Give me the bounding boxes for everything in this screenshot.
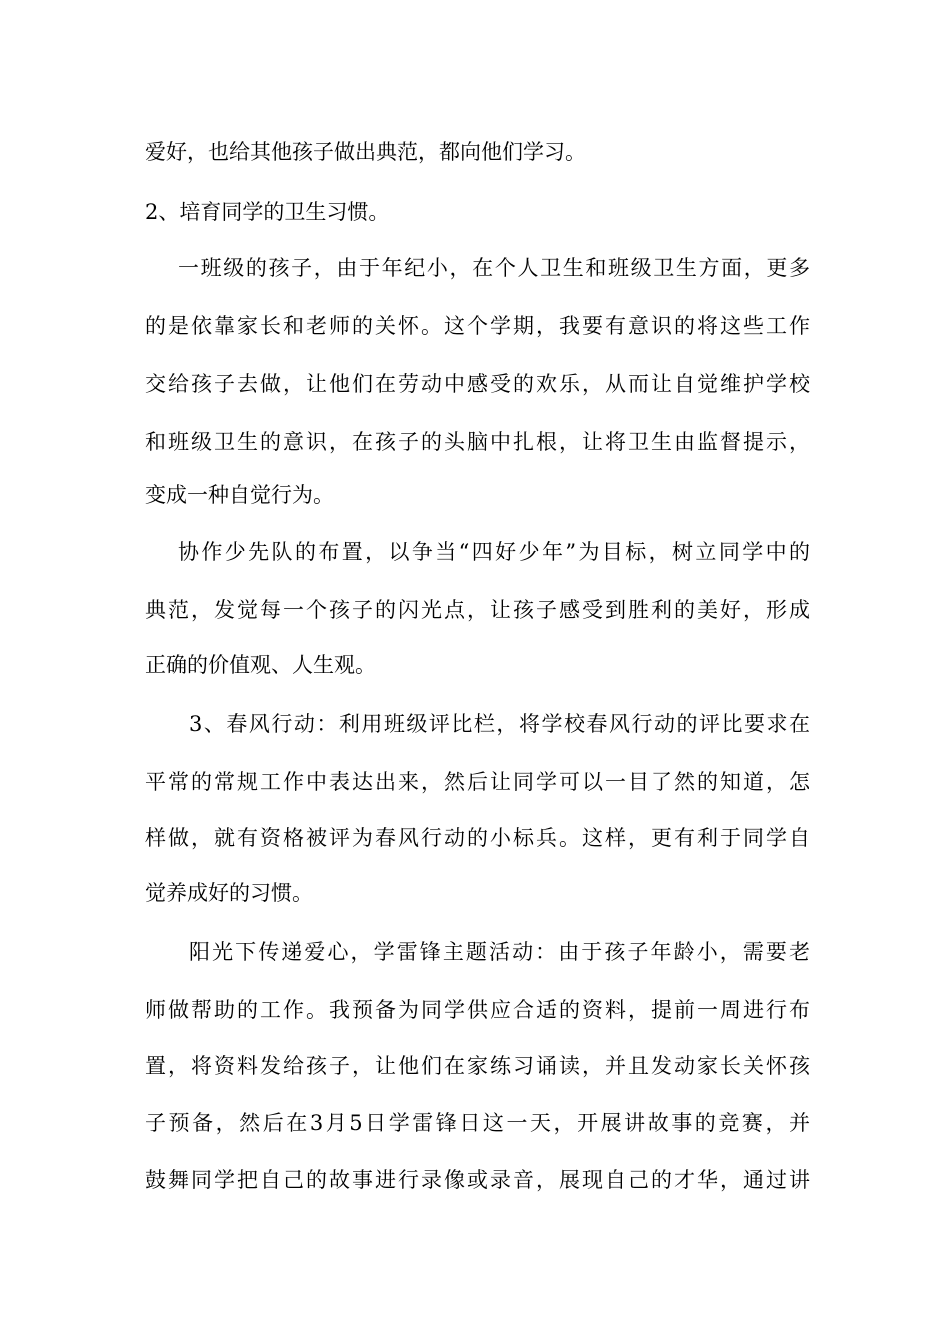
paragraph-line: 正确的价值观、人生观。 (145, 653, 376, 677)
paragraph-line: 阳光下传递爱心，学雷锋主题活动：由于孩子年龄小，需要老 (189, 940, 810, 964)
paragraph-line: 变成一种自觉行为。 (145, 483, 334, 507)
paragraph-line: 协作少先队的布置，以争当“四好少年”为目标，树立同学中的 (178, 540, 810, 564)
paragraph-line: 和班级卫生的意识，在孩子的头脑中扎根，让将卫生由监督提示， (145, 430, 810, 454)
paragraph-line: 一班级的孩子，由于年纪小，在个人卫生和班级卫生方面，更多 (178, 256, 810, 280)
paragraph-line: 3、春风行动：利用班级评比栏，将学校春风行动的评比要求在 (189, 712, 810, 736)
paragraph-line: 典范，发觉每一个孩子的闪光点，让孩子感受到胜利的美好，形成 (145, 598, 810, 622)
paragraph-line: 样做，就有资格被评为春风行动的小标兵。这样，更有利于同学自 (145, 826, 810, 850)
paragraph-line: 的是依靠家长和老师的关怀。这个学期，我要有意识的将这些工作 (145, 314, 810, 338)
paragraph-line: 子预备，然后在3月5日学雷锋日这一天，开展讲故事的竞赛，并 (145, 1111, 810, 1135)
paragraph-line: 爱好，也给其他孩子做出典范，都向他们学习。 (145, 140, 586, 164)
paragraph-line: 觉养成好的习惯。 (145, 881, 313, 905)
paragraph-line: 置，将资料发给孩子，让他们在家练习诵读，并且发动家长关怀孩 (145, 1054, 810, 1078)
paragraph-line: 交给孩子去做，让他们在劳动中感受的欢乐，从而让自觉维护学校 (145, 372, 810, 396)
section-heading: 2、培育同学的卫生习惯。 (145, 200, 390, 224)
paragraph-line: 师做帮助的工作。我预备为同学供应合适的资料，提前一周进行布 (145, 998, 810, 1022)
paragraph-line: 鼓舞同学把自己的故事进行录像或录音，展现自己的才华，通过讲 (145, 1168, 810, 1192)
paragraph-line: 平常的常规工作中表达出来，然后让同学可以一目了然的知道，怎 (145, 770, 810, 794)
